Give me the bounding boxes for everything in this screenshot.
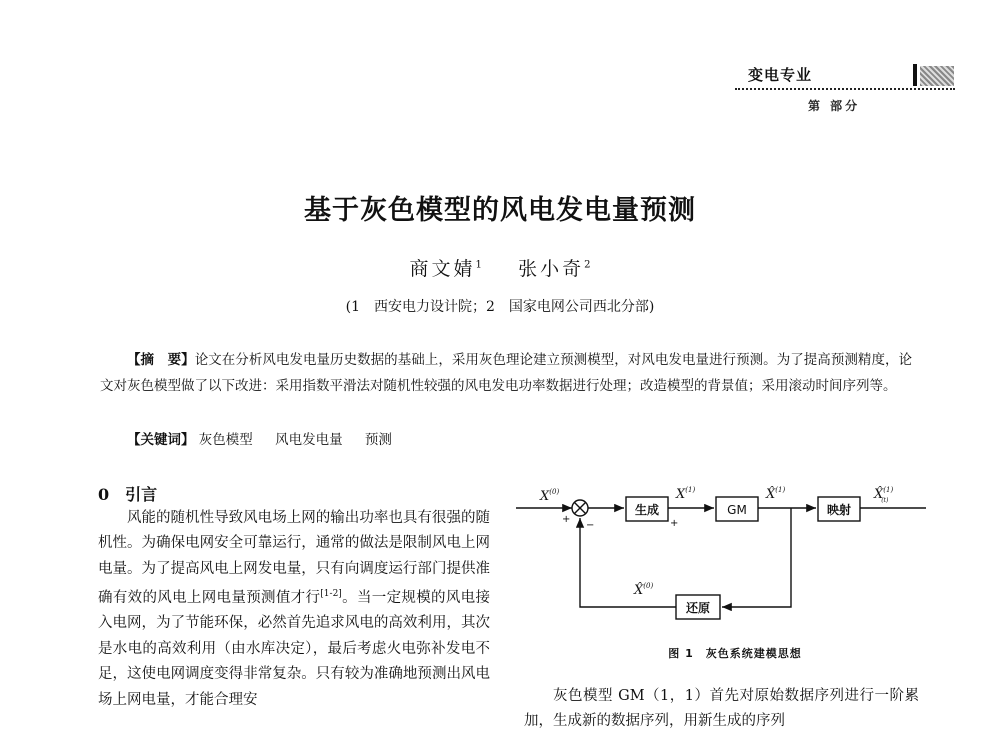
keyword-item: 灰色模型 [198, 432, 253, 448]
abstract [100, 347, 912, 399]
plus-sign-1: + [562, 514, 571, 525]
box-map-label: 映射 [826, 503, 852, 517]
intro-paragraph [98, 506, 490, 713]
plus-sign-2: + [670, 518, 679, 529]
keywords-label: 【关键词】 [127, 432, 195, 448]
header-hatched-block [920, 66, 954, 86]
xhat0-superscript: (0) [643, 582, 654, 590]
minus-sign: − [586, 520, 595, 531]
figure-caption: 图 1 灰色系统建模思想 [668, 647, 802, 660]
journal-section-label: 变电专业 [748, 66, 813, 84]
citation: [1-2] [320, 589, 342, 600]
xhat1-superscript: (1) [775, 486, 786, 494]
part-label: 第 部分 [808, 99, 861, 113]
box-gm-label: GM [727, 503, 747, 517]
paper-title: 基于灰色模型的风电发电量预测 [304, 195, 696, 226]
box-generate-label: 生成 [634, 503, 660, 517]
header-bar-decoration [913, 64, 917, 86]
xhat0-symbol: X̂ [634, 583, 644, 598]
method-paragraph: 灰色模型 GM（1，1）首先对原始数据序列进行一阶累加，生成新的数据序列，用新生成的序列 [524, 688, 919, 730]
feedback-up [580, 518, 679, 607]
feedback-down [722, 508, 791, 607]
box-restore-label: 还原 [685, 601, 711, 615]
x1-symbol: X [676, 487, 686, 502]
author-1-affil: 1 [475, 259, 482, 271]
author-1: 商文婧 [409, 258, 476, 280]
keywords [127, 428, 410, 448]
input-symbol: X [540, 489, 550, 504]
out-subscript: (t) [881, 497, 889, 504]
out-symbol: X̂ [874, 487, 884, 502]
author-2: 张小奇 [518, 258, 585, 280]
affiliations: (1 西安电力设计院；2 国家电网公司西北分部) [345, 299, 655, 315]
keyword-item: 预测 [364, 432, 392, 448]
grey-system-diagram [516, 470, 936, 640]
accumulated-signal-label [675, 486, 695, 502]
final-output-label [873, 486, 893, 504]
x1-superscript: (1) [685, 486, 696, 494]
out-superscript: (1) [883, 486, 894, 494]
input-signal-label [539, 488, 559, 504]
keyword-item: 风电发电量 [275, 432, 343, 448]
author-2-affil: 2 [584, 259, 591, 271]
intro-text-b: 。当一定规模的风电接入电网，为了节能环保，必然首先追求风电的高效利用，其次是水电的高效利用（由水库决定），最后考虑火电弥补发电不足，这使电网调度变得非常复杂。只有较为准确地预测出风电场上网电量，才能合理安 [98, 590, 491, 708]
authors [300, 254, 700, 281]
section-title: 引言 [125, 485, 158, 504]
restored-signal-label [633, 582, 653, 598]
xhat1-symbol: X̂ [766, 487, 776, 502]
abstract-text: 论文在分析风电发电量历史数据的基础上，采用灰色理论建立预测模型，对风电发电量进行预测。为了提高预测精度，论文对灰色模型做了以下改进：采用指数平滑法对随机性较强的风电发电功率数据进行处理；改造模型的背景值；采用滚动时间序列等。 [100, 352, 913, 394]
intro-text-a: 风能的随机性导致风电场上网的输出功率也具有很强的随机性。为确保电网安全可靠运行，通常的做法是限制风电上网电量。为了提高风电上网发电量，只有向调度运行部门提供准确有效的风电上网电量预测值才行 [98, 510, 490, 607]
section-heading [98, 482, 157, 505]
model-output-label [765, 486, 785, 502]
input-superscript: (0) [549, 488, 560, 496]
header-dotted-rule [735, 88, 955, 90]
section-number: 0 [98, 485, 110, 504]
abstract-label: 【摘 要】 [127, 352, 195, 368]
